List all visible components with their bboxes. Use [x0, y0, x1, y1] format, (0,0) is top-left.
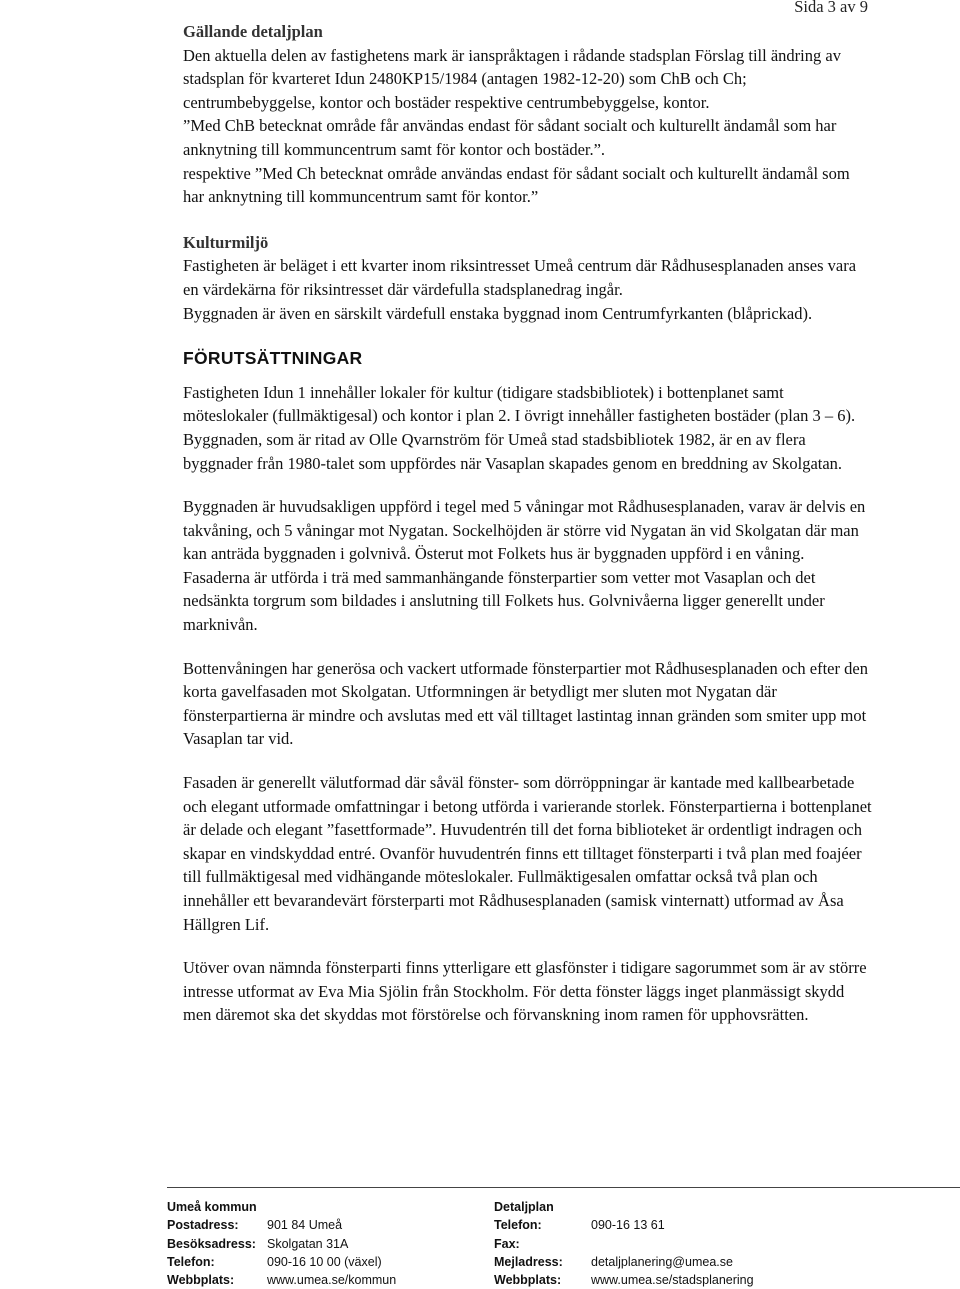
footer-label: Mejladress:	[494, 1254, 563, 1269]
footer-row	[494, 1253, 954, 1271]
footer-label: Telefon:	[167, 1254, 215, 1269]
footer-label: Fax:	[494, 1236, 520, 1251]
paragraph: Byggnaden är huvudsakligen uppförd i tegel med 5 våningar mot Rådhusesplanaden, varav är delvis en takvåning, och 5 våningar mot Nygatan. Sockelhöjden är större vid Nygatan än vid Skolgatan där man kan anträda byggnaden i golvnivå. Österut mot Folkets hus är byggnaden uppförd i en våning. Fasaderna är utförda i trä med sammanhängande fönsterpartier som vetter mot Vasaplan och det nedsänkta torgrum som bildades i anslutning till Folkets hus. Golvnivåerna ligger generellt under marknivån.	[183, 497, 866, 635]
section-title-kulturmiljo: Kulturmiljö	[183, 232, 269, 252]
footer-org-name: Umeå kommun	[167, 1200, 257, 1214]
footer-label: Telefon:	[494, 1218, 542, 1233]
footer-value: 901 84 Umeå	[267, 1218, 343, 1233]
footer-row	[494, 1216, 954, 1234]
heading-forutsattningar: FÖRUTSÄTTNINGAR	[183, 348, 363, 369]
section-title-gallande-detaljplan: Gällande detaljplan	[183, 22, 323, 41]
footer-label: Postadress:	[167, 1218, 239, 1233]
footer-row	[494, 1235, 954, 1253]
footer-label: Webbplats:	[494, 1273, 562, 1288]
footer-row	[167, 1271, 487, 1289]
page-number: Sida 3 av 9	[794, 0, 868, 16]
footer-divider	[167, 1187, 960, 1188]
footer-row	[167, 1216, 487, 1234]
paragraph: Fasaden är generellt välutformad där såväl fönster- som dörröppningar är kantade med kallbearbetade och elegant utformade omfattningar i betong utförda i varierande storlek. Fönsterpartierna i bottenplanet är delade och elegant ”fasettformade”. Huvudentrén till det forna biblioteket är ordentligt indragen och skapar en vindskyddad entré. Ovanför huvudentrén finns ett tilltaget fönsterparti i två plan med foajéer till fullmäktigesal med vidhängande möteslokaler. Fullmäktigesalen omfattar också två plan och innehåller ett bevarandevärt försterparti mot Rådhusesplanaden (samisk vinternatt) utformad av Åsa Hällgren Lif.	[183, 773, 872, 934]
paragraph: Utöver ovan nämnda fönsterparti finns ytterligare ett glasfönster i tidigare sagorummet som är av större intresse utformat av Eva Mia Sjölin från Stockholm. För detta fönster läggs inget planmässigt skydd men däremot ska det skyddas mot förstörelse och förvanskning inom ramen för upphovsrätten.	[183, 958, 867, 1025]
footer-right-column	[494, 1198, 954, 1289]
paragraph: Byggnaden är även en särskilt värdefull enstaka byggnad inom Centrumfyrkanten (blåprickad).	[183, 303, 813, 323]
paragraph: Bottenvåningen har generösa och vackert utformade fönsterpartier mot Rådhusesplanaden och efter den korta gavelfasaden mot Skolgatan. Utformningen är betydligt mer sluten mot Nygatan där fönsterpartierna är mindre och avslutas med ett väl tilltaget lastintag innan gränden som smiter upp mot Vasaplan tar vid.	[183, 658, 868, 749]
paragraph: Den aktuella delen av fastighetens mark är ianspråktagen i rådande stadsplan Förslag till ändring av stadsplan för kvarteret Idun 2480KP15/1984 (antagen 1982-12-20) som ChB och Ch; centrumbebyggelse, kontor och bostäder respektive centrumbebyggelse, kontor.	[183, 45, 841, 112]
paragraph: Fastigheten är beläget i ett kvarter inom riksintresset Umeå centrum där Rådhusesplanaden anses vara en värdekärna för riksintresset där värdefulla stadsplanedrag ingår.	[183, 256, 857, 299]
footer-row	[167, 1253, 487, 1271]
footer-website-link[interactable]: www.umea.se/kommun	[267, 1273, 397, 1288]
footer-value: 090-16 10 00 (växel)	[267, 1254, 382, 1269]
paragraph: respektive ”Med Ch betecknat område användas endast för sådant socialt och kulturellt ändamål som har anknytning till kommuncentrum samt för kontor.”	[183, 163, 850, 207]
footer-department-name: Detaljplan	[494, 1200, 554, 1214]
footer-value: 090-16 13 61	[591, 1218, 665, 1233]
footer-email-link[interactable]: detaljplanering@umea.se	[591, 1254, 733, 1269]
footer-label: Besöksadress:	[167, 1236, 256, 1251]
footer-label: Webbplats:	[167, 1273, 235, 1288]
paragraph: ”Med ChB betecknat område får användas endast för sådant socialt och kulturellt ändamål som har anknytning till kommuncentrum samt för kontor och bostäder.”.	[183, 116, 837, 159]
paragraph: Fastigheten Idun 1 innehåller lokaler för kultur (tidigare stadsbibliotek) i bottenplanet samt möteslokaler (fullmäktigesal) och kontor i plan 2. I övrigt innehåller fastigheten bostäder (plan 3 – 6). Byggnaden, som är ritad av Olle Qvarnström för Umeå stad stadsbibliotek 1982, är en av flera byggnader från 1980-talet som uppfördes när Vasaplan skapades genom en breddning av Skolgatan.	[183, 382, 856, 473]
footer-row	[494, 1271, 954, 1289]
footer-row	[167, 1235, 487, 1253]
document-body	[183, 20, 873, 1027]
footer-left-column	[167, 1198, 487, 1289]
footer-website-link[interactable]: www.umea.se/stadsplanering	[591, 1273, 754, 1288]
footer-value: Skolgatan 31A	[267, 1236, 349, 1251]
